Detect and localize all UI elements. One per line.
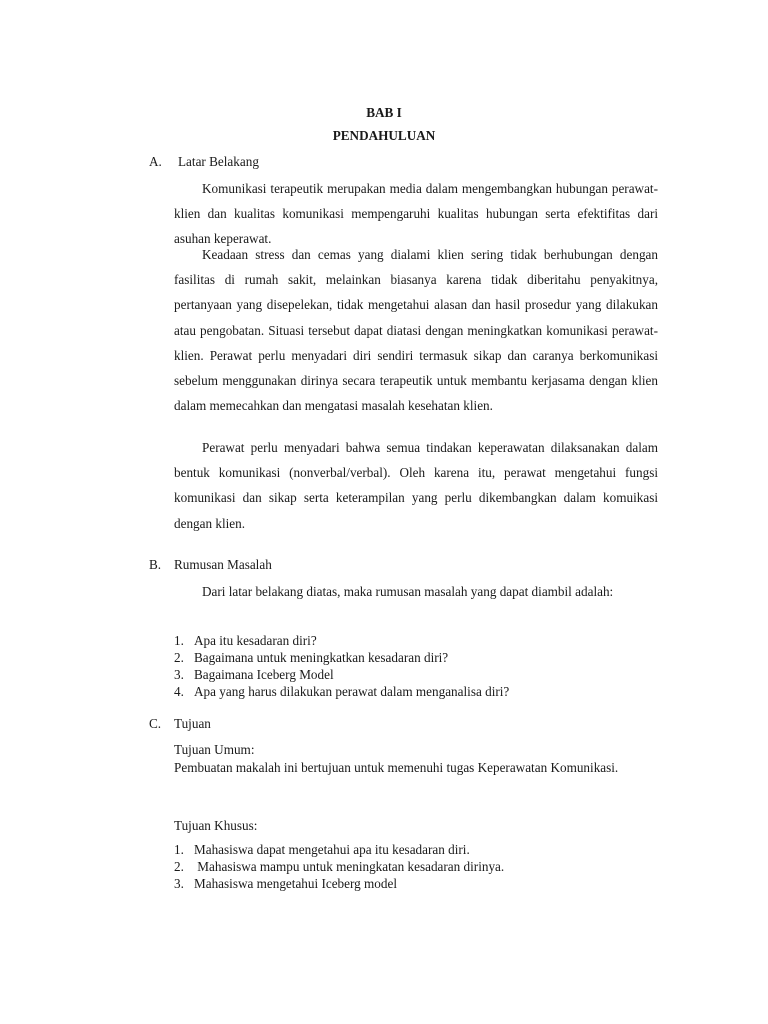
chapter-number: BAB I (366, 105, 402, 120)
list-item-number: 2. (174, 650, 184, 665)
tujuan-khusus-list (174, 841, 504, 892)
list-item-number: 3. (174, 876, 184, 891)
list-item-number: 1. (174, 633, 184, 648)
list-item-number: 3. (174, 667, 184, 682)
section-c-title: Tujuan (174, 716, 211, 731)
section-c-marker: C. (149, 716, 162, 731)
list-item-text: Mahasiswa mampu untuk meningkatan kesadaran dirinya. (194, 859, 505, 874)
list-item-text: Bagaimana Iceberg Model (194, 667, 334, 682)
rumusan-masalah-list (174, 632, 509, 700)
list-item (174, 666, 509, 683)
chapter-title: PENDAHULUAN (332, 128, 436, 143)
list-item (174, 875, 504, 892)
list-item (174, 649, 509, 666)
section-a-title: Latar Belakang (178, 154, 259, 169)
list-item-number: 1. (174, 842, 184, 857)
list-item (174, 858, 504, 875)
section-a-paragraph-2: Keadaan stress dan cemas yang dialami klien sering tidak berhubungan dengan fasilitas di rumah sakit, melainkan biasanya karena tidak diberitahu penyakitnya, pertanyaan yang disepelekan, tidak mengetahui alasan dan hasil prosedur yang dilakukan atau pengobatan. Situasi tersebut dapat diatasi dengan meningkatkan komunikasi perawat-klien. Perawat perlu menyadari diri sendiri termasuk sikap dan caranya berkomunikasi sebelum menggunakan dirinya secara terapeutik untuk membantu kerjasama dengan klien dalam memecahkan dan mengatasi masalah kesehatan klien. (174, 247, 658, 414)
list-item (174, 632, 509, 649)
section-b-intro: Dari latar belakang diatas, maka rumusan masalah yang dapat diambil adalah: (202, 584, 614, 599)
tujuan-umum-text: Pembuatan makalah ini bertujuan untuk memenuhi tugas Keperawatan Komunikasi. (174, 760, 619, 775)
list-item-number: 4. (174, 684, 184, 699)
list-item-text: Bagaimana untuk meningkatkan kesadaran diri? (194, 650, 449, 665)
list-item-text: Apa itu kesadaran diri? (194, 633, 317, 648)
list-item-number: 2. (174, 859, 184, 874)
section-a-marker: A. (149, 154, 162, 169)
list-item (174, 841, 504, 858)
section-a-paragraph-1: Komunikasi terapeutik merupakan media dalam mengembangkan hubungan perawat-klien dan kualitas komunikasi mempengaruhi kualitas hubungan serta efektifitas dari asuhan keperawat. (174, 181, 658, 247)
section-b-title: Rumusan Masalah (174, 557, 272, 572)
list-item-text: Mahasiswa dapat mengetahui apa itu kesadaran diri. (194, 842, 470, 857)
section-a-paragraph-3: Perawat perlu menyadari bahwa semua tindakan keperawatan dilaksanakan dalam bentuk komunikasi (nonverbal/verbal). Oleh karena itu, perawat mengetahui fungsi komunikasi dan sikap serta keterampilan yang perlu dikembangkan dalam komuikasi dengan klien. (174, 440, 658, 531)
list-item-text: Apa yang harus dilakukan perawat dalam menganalisa diri? (194, 684, 510, 699)
list-item-text: Mahasiswa mengetahui Iceberg model (194, 876, 397, 891)
tujuan-khusus-label: Tujuan Khusus: (174, 818, 258, 833)
list-item (174, 683, 509, 700)
tujuan-umum-label: Tujuan Umum: (174, 742, 255, 757)
section-b-marker: B. (149, 557, 162, 572)
